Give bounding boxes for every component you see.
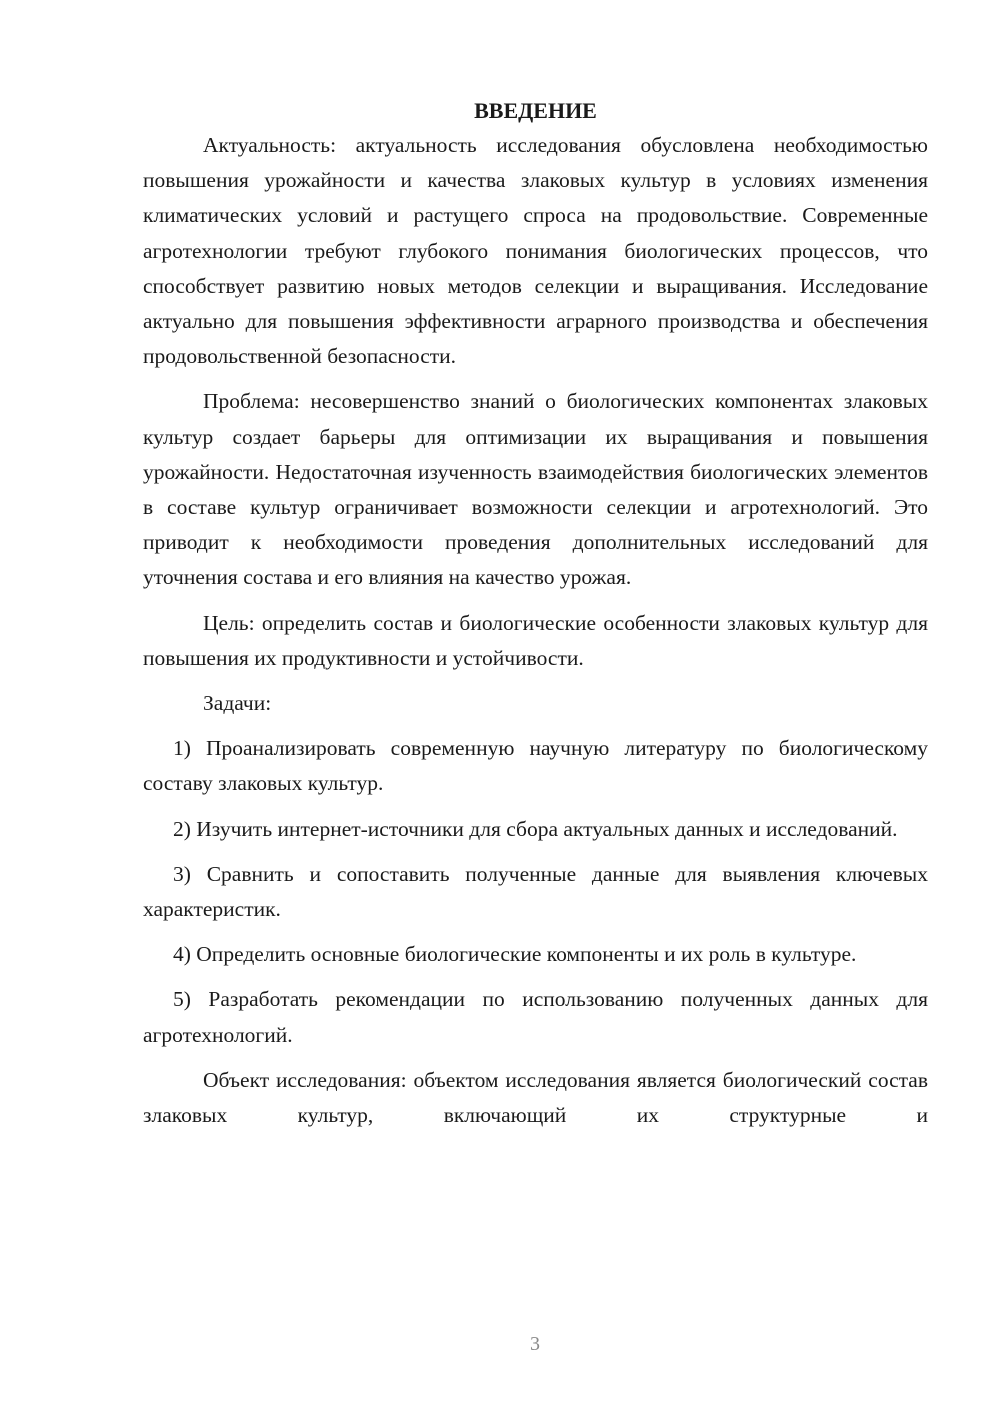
task-item-5: 5) Разработать рекомендации по использованию полученных данных для агротехнологий. (143, 987, 928, 1047)
tasks-heading: Задачи: (203, 691, 272, 716)
goal-paragraph: Цель: определить состав и биологические особенности злаковых культур для повышения их продуктивности и устойчивости. (143, 610, 928, 670)
page-body (143, 93, 928, 1143)
task-item-3: 3) Сравнить и сопоставить полученные данные для выявления ключевых характеристик. (143, 861, 928, 922)
task-item-4: 4) Определить основные биологические компоненты и их роль в культуре. (173, 942, 857, 967)
object-paragraph: Объект исследования: объектом исследования является биологический состав злаковых культур, включающий их структурные и (143, 1067, 928, 1128)
relevance-paragraph: Актуальность: актуальность исследования обусловлена необходимостью повышения урожайности и качества злаковых культур в условиях изменения климатических условий и растущего спроса на продовольствие. Современные агротехнологии требуют глубокого понимания биологических процессов, что способствует развитию новых методов селекции и выращивания. Исследование актуально для повышения эффективности аграрного производства и обеспечения продовольственной безопасности. (143, 133, 928, 369)
task-item-2: 2) Изучить интернет-источники для сбора актуальных данных и исследований. (173, 816, 898, 841)
page-title: ВВЕДЕНИЕ (474, 98, 597, 123)
task-item-1: 1) Проанализировать современную научную литературу по биологическому составу злаковых культур. (143, 736, 928, 796)
problem-paragraph: Проблема: несовершенство знаний о биологических компонентах злаковых культур создает барьеры для оптимизации их выращивания и повышения урожайности. Недостаточная изученность взаимодействия биологических элементов в составе культур ограничивает возможности селекции и агротехнологий. Это приводит к необходимости проведения дополнительных исследований для уточнения состава и его влияния на качество урожая. (143, 389, 928, 590)
page-number: 3 (530, 1333, 540, 1355)
